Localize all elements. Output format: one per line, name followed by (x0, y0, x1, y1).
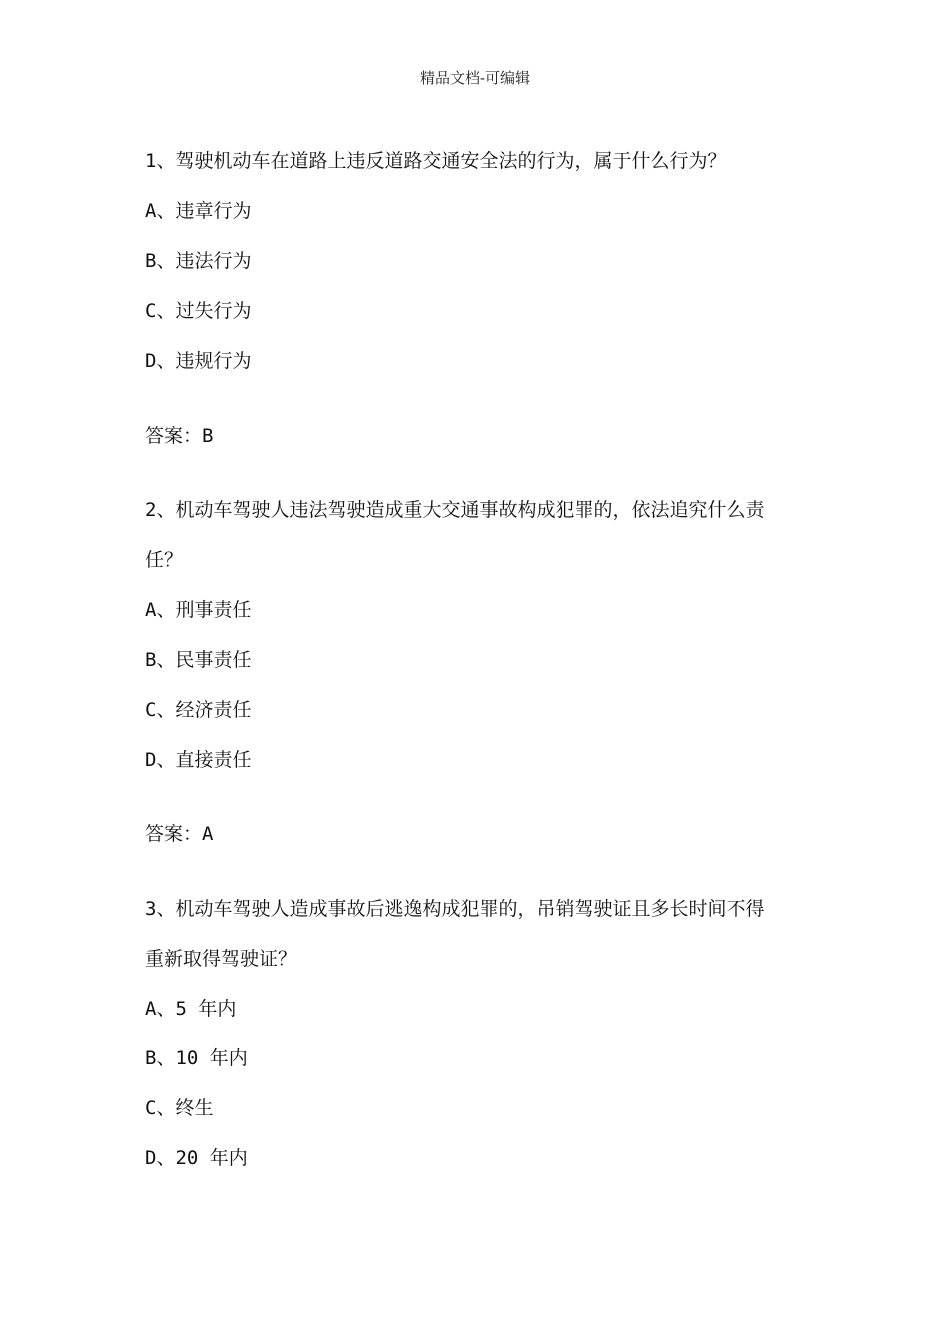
question-3-option-c: C、终生 (145, 1097, 214, 1119)
question-2-stem-line-1: 2、机动车驾驶人违法驾驶造成重大交通事故构成犯罪的，依法追究什么责 (145, 499, 765, 521)
question-2-option-c: C、经济责任 (145, 699, 252, 721)
question-1-option-c: C、过失行为 (145, 300, 252, 322)
question-3-option-a: A、5 年内 (145, 998, 237, 1020)
question-2-answer: 答案：A (145, 823, 214, 845)
question-2-stem-line-2: 任？ (145, 549, 184, 571)
question-1-stem-line-1: 1、驾驶机动车在道路上违反道路交通安全法的行为，属于什么行为？ (145, 150, 727, 172)
question-2-option-d: D、直接责任 (145, 749, 252, 771)
question-2-option-b: B、民事责任 (145, 649, 252, 671)
question-1-option-b: B、违法行为 (145, 250, 252, 272)
page-header: 精品文档-可编辑 (419, 69, 531, 87)
question-1-option-a: A、违章行为 (145, 200, 252, 222)
question-3-stem-line-2: 重新取得驾驶证？ (145, 948, 298, 970)
question-3-option-d: D、20 年内 (145, 1147, 248, 1169)
question-3-option-b: B、10 年内 (145, 1047, 248, 1069)
question-2-option-a: A、刑事责任 (145, 599, 252, 621)
question-3-stem-line-1: 3、机动车驾驶人造成事故后逃逸构成犯罪的，吊销驾驶证且多长时间不得 (145, 898, 765, 920)
question-1-answer: 答案：B (145, 425, 214, 447)
question-1-option-d: D、违规行为 (145, 350, 252, 372)
